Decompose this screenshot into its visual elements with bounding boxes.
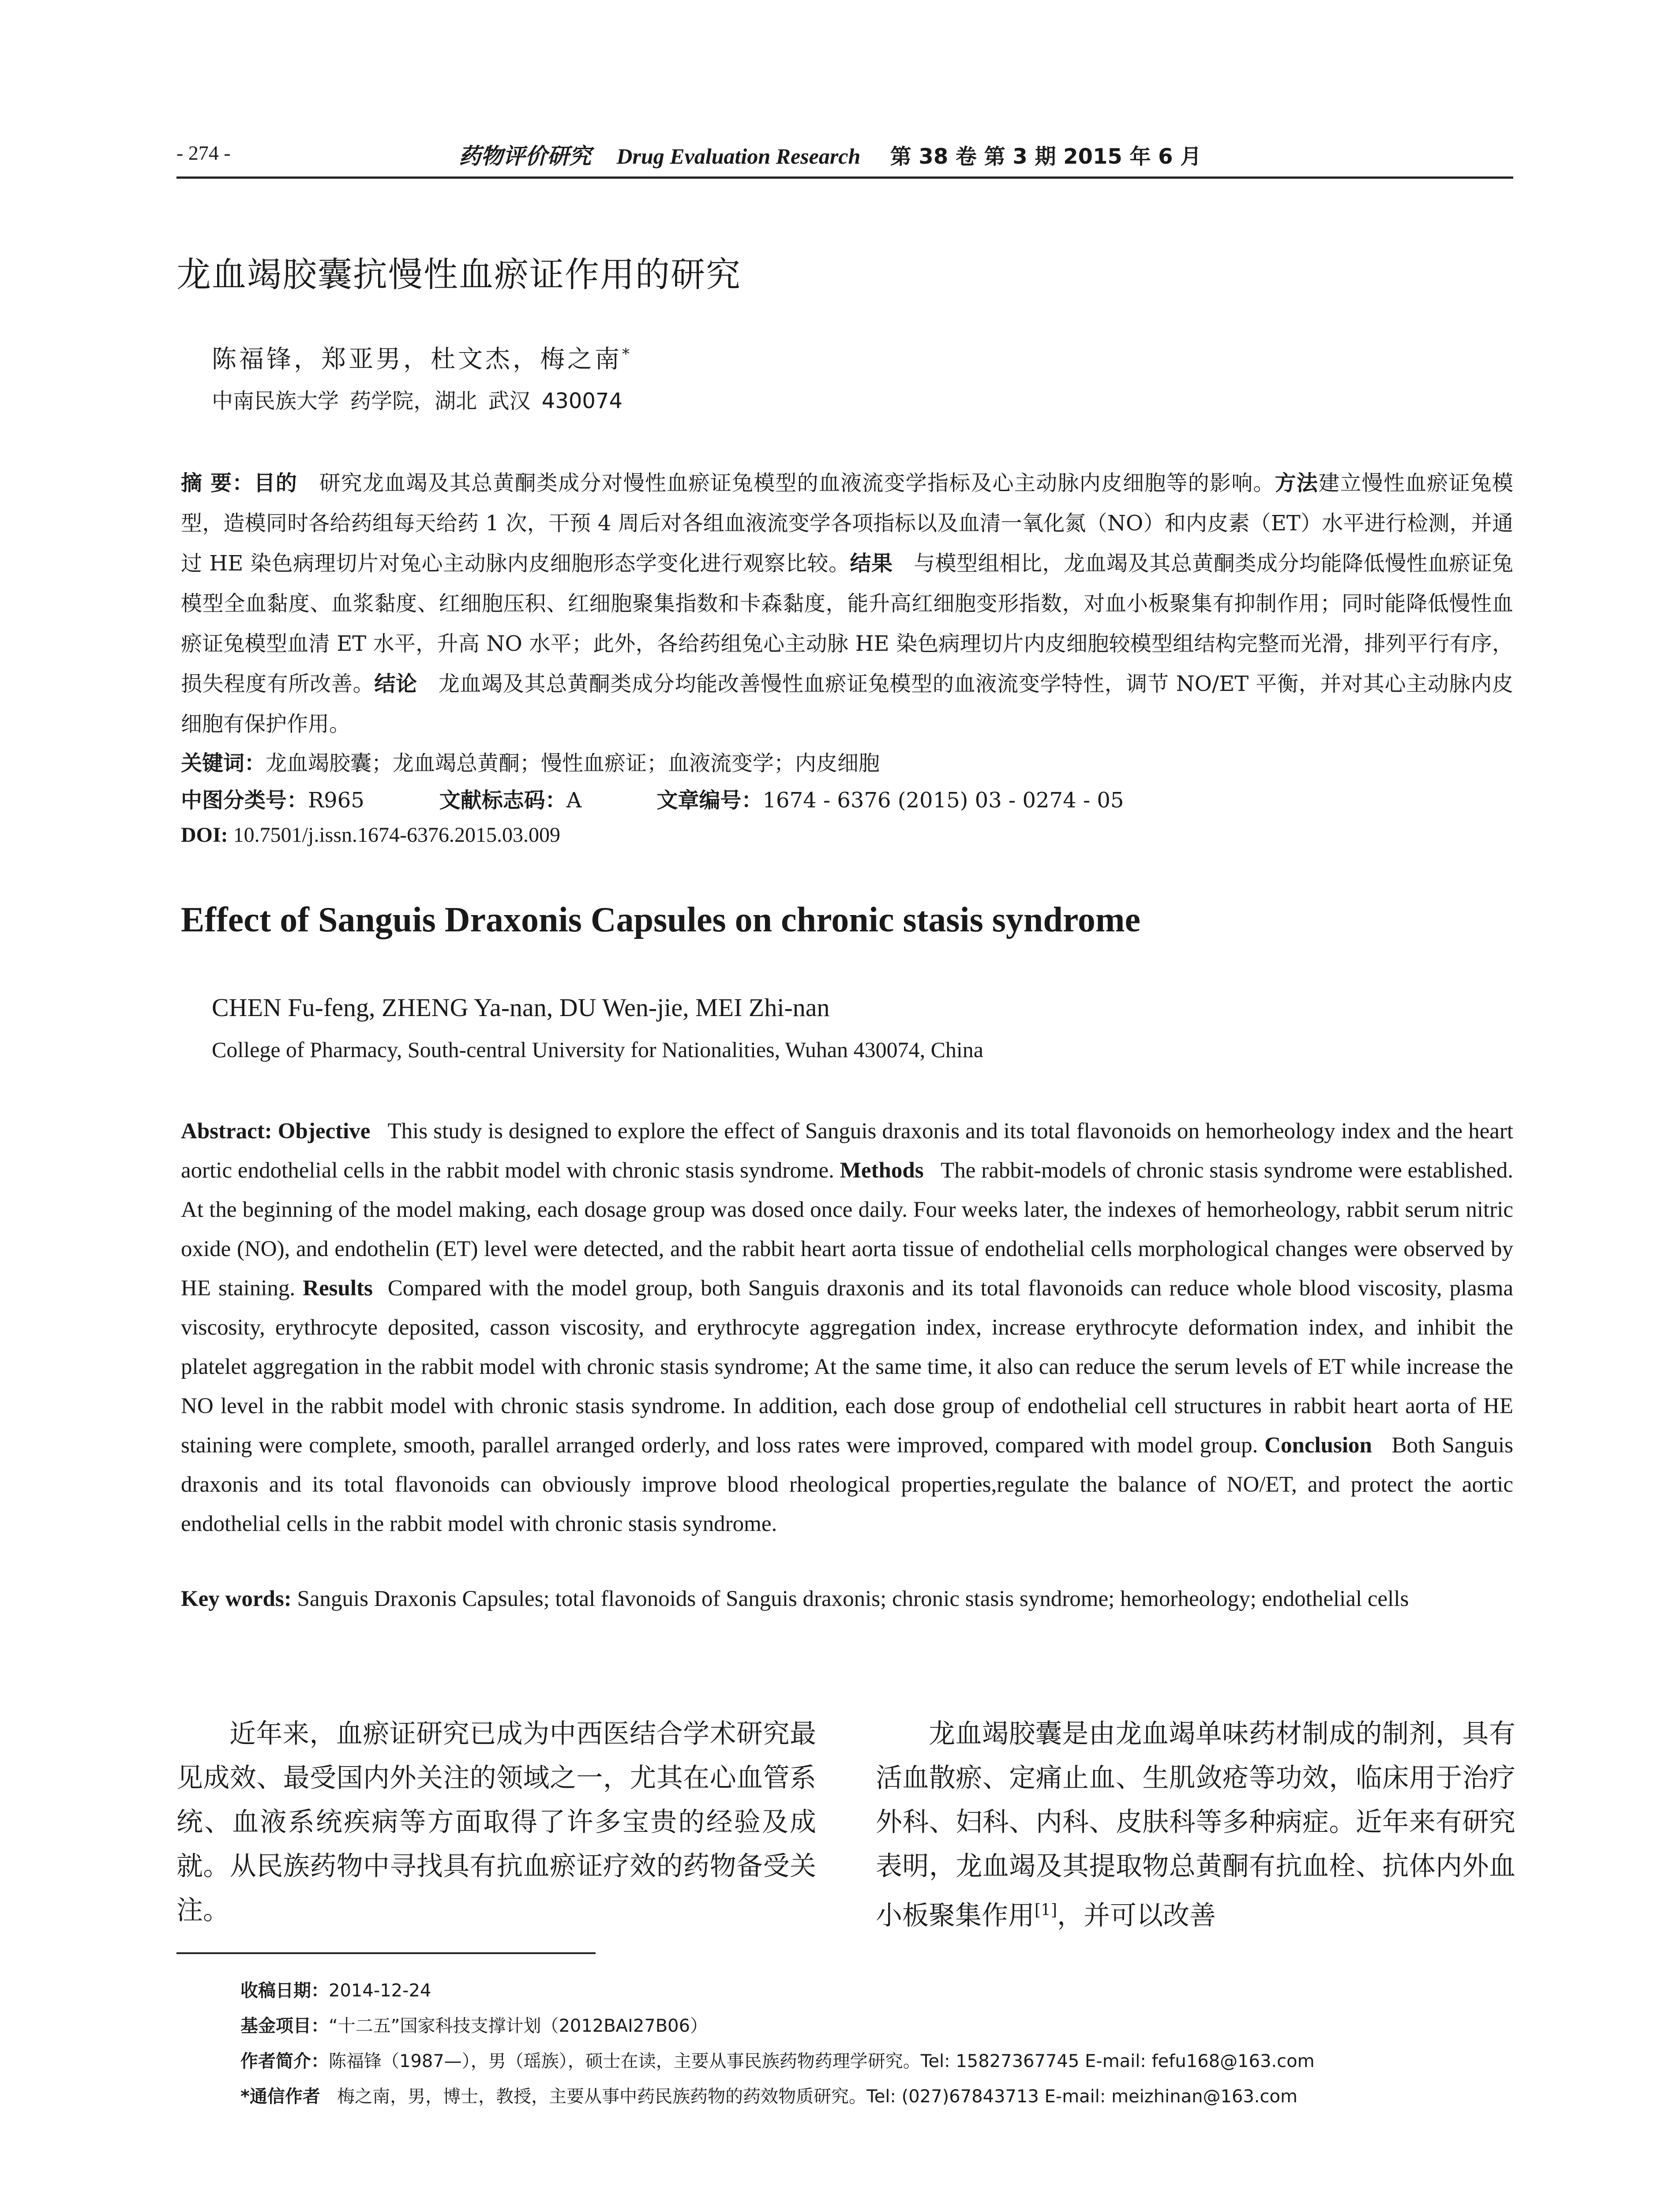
cn-author-names: 陈福锋，郑亚男，杜文杰，梅之南 [212, 345, 622, 374]
footnote-rule [176, 1952, 596, 1954]
issue-info: 第 38 卷 第 3 期 2015 年 6 月 [890, 144, 1202, 169]
en-title: Effect of Sanguis Draxonis Capsules on chronic stasis syndrome [181, 900, 1141, 939]
en-authors: CHEN Fu-feng, ZHENG Ya-nan, DU Wen-jie, MEI Zhi-nan [212, 993, 830, 1022]
doi [181, 823, 560, 847]
page-number: - 274 - [176, 142, 231, 164]
body-column-right [876, 1712, 1515, 1938]
en-results-label: Results [303, 1276, 373, 1301]
cn-keywords-text: 龙血竭胶囊；龙血竭总黄酮；慢性血瘀证；血液流变学；内皮细胞 [266, 751, 880, 776]
clc-label: 中图分类号： [181, 788, 308, 813]
footnote-author-label: 作者简介： [240, 2051, 329, 2071]
body-right-tail: ，并可以改善 [1057, 1900, 1216, 1931]
footnote-fund-value: “十二五”国家科技支撑计划（2012BAI27B06） [329, 2016, 708, 2036]
cn-keywords-label: 关键词： [181, 751, 266, 776]
cn-objective: 研究龙血竭及其总黄酮类成分对慢性血瘀证兔模型的血液流变学指标及心主动脉内皮细胞等的影响。 [319, 471, 1275, 495]
doi-label: DOI: [181, 823, 228, 847]
cn-authors [212, 340, 632, 375]
running-header [176, 132, 1513, 181]
cn-conclusion: 龙血竭及其总黄酮类成分均能改善慢性血瘀证兔模型的血液流变学特性，调节 NO/ET 平衡，并对其心主动脉内皮细胞有保护作用。 [181, 672, 1513, 736]
cn-objective-label: 目的 [254, 471, 298, 495]
article-number [656, 783, 1124, 814]
journal-logo-cn: 药物评价研究 [459, 143, 591, 169]
doc-code-value: A [566, 788, 582, 813]
footnote-author-value: 陈福锋（1987—），男（瑶族），硕士在读，主要从事民族药物药理学研究。Tel: 15827367745 E-mail: fefu168@163.com [329, 2051, 1315, 2071]
en-abstract-label: Abstract: Objective [181, 1119, 371, 1144]
citation-ref[interactable]: [1] [1035, 1901, 1057, 1919]
footnote-fund-label: 基金项目： [240, 2016, 329, 2036]
body-column-left: 近年来，血瘀证研究已成为中西医结合学术研究最见成效、最受国内外关注的领域之一，尤其在心血管系统、血液系统疾病等方面取得了许多宝贵的经验及成就。从民族药物中寻找具有抗血瘀证疗效的药物备受关注。 [176, 1718, 816, 1926]
en-keywords [181, 1579, 1513, 1619]
en-results: Compared with the model group, both Sanguis draxonis and its total flavonoids can reduce whole blood viscosity, plasma viscosity, erythrocyte deposited, casson viscosity, and erythrocyte aggregation index, increase erythrocyte deformation index, and inhibit the platelet aggregation in the rabbit model with chronic stasis syndrome; At the same time, it also can reduce the serum levels of ET while increase the NO level in the rabbit model with chronic stasis syndrome. In addition, each dose group of endothelial cell structures in rabbit heart aorta of HE staining were complete, smooth, parallel arranged orderly, and loss rates were improved, compared with model group. [181, 1276, 1513, 1458]
en-keywords-text: Sanguis Draxonis Capsules; total flavonoids of Sanguis draxonis; chronic stasis syndrome; hemorheology; endothelial cells [297, 1587, 1409, 1611]
body-right-text: 龙血竭胶囊是由龙血竭单味药材制成的制剂，具有活血散瘀、定痛止血、生肌敛疮等功效，临床用于治疗外科、妇科、内科、皮肤科等多种病症。近年来有研究表明，龙血竭及其提取物总黄酮有抗血栓、抗体内外血小板聚集作用 [876, 1718, 1515, 1931]
en-conclusion-label: Conclusion [1264, 1433, 1372, 1458]
cn-affiliation: 中南民族大学 药学院，湖北 武汉 430074 [212, 389, 623, 413]
en-keywords-label: Key words: [181, 1587, 292, 1611]
journal-name-en: Drug Evaluation Research [616, 144, 861, 169]
header-rule [176, 176, 1513, 179]
clc-number [181, 783, 364, 814]
cn-keywords [181, 743, 1513, 784]
footnote-received-value: 2014-12-24 [329, 1981, 431, 2001]
footnote-received [240, 1977, 431, 2002]
footnote-fund [240, 2012, 708, 2037]
doc-code-label: 文献标志码： [439, 788, 566, 813]
en-methods-label: Methods [840, 1158, 924, 1183]
cn-conclusion-label: 结论 [374, 672, 417, 696]
cn-title: 龙血竭胶囊抗慢性血瘀证作用的研究 [176, 255, 742, 295]
footnote-corresponding [240, 2082, 1298, 2108]
en-conclusion: Both Sanguis draxonis and its total flavonoids can obviously improve blood rheological properties,regulate the balance of NO/ET, and protect the aortic endothelial cells in the rabbit model with chronic stasis syndrome. [181, 1433, 1513, 1536]
footnote-received-label: 收稿日期： [240, 1981, 329, 2001]
en-objective: This study is designed to explore the effect of Sanguis draxonis and its total flavonoids on hemorheology index and the heart aortic endothelial cells in the rabbit model with chronic stasis syndrome. [181, 1119, 1514, 1183]
doc-code [439, 783, 582, 814]
footnote-author [240, 2047, 1315, 2072]
cn-methods: 建立慢性血瘀证兔模型，造模同时各给药组每天给药 1 次，干预 4 周后对各组血液流变学各项指标以及血清一氧化氮（NO）和内皮素（ET）水平进行检测，并通过 HE 染色病理切片对兔心主动脉内皮细胞形态学变化进行观察比较。 [181, 471, 1513, 576]
doi-value: 10.7501/j.issn.1674-6376.2015.03.009 [233, 823, 561, 847]
article-number-label: 文章编号： [656, 788, 763, 813]
article-number-value: 1674 - 6376 (2015) 03 - 0274 - 05 [762, 788, 1124, 813]
en-methods: The rabbit-models of chronic stasis syndrome were established. At the beginning of the model making, each dosage group was dosed once daily. Four weeks later, the indexes of hemorheology, rabbit serum nitric oxide (NO), and endothelin (ET) level were detected, and the rabbit heart aorta tissue of endothelial cells morphological changes were observed by HE staining. [181, 1158, 1514, 1301]
footnote-corresponding-label: *通信作者 [240, 2086, 320, 2107]
clc-value: R965 [308, 788, 364, 813]
cn-results: 与模型组相比，龙血竭及其总黄酮类成分均能降低慢性血瘀证兔模型全血黏度、血浆黏度、红细胞压积、红细胞聚集指数和卡森黏度，能升高红细胞变形指数，对血小板聚集有抑制作用；同时能降低慢性血瘀证兔模型血清 ET 水平，升高 NO 水平；此外，各给药组兔心主动脉 HE 染色病理切片内皮细胞较模型组结构完整而光滑，排列平行有序，损失程度有所改善。 [181, 551, 1513, 696]
cn-classification [181, 783, 1199, 814]
en-abstract [181, 1112, 1513, 1544]
footnote-corresponding-value: 梅之南，男，博士，教授，主要从事中药民族药物的药效物质研究。Tel: (027)67843713 E-mail: meizhinan@163.com [337, 2086, 1298, 2107]
corresponding-mark: * [622, 345, 632, 363]
cn-abstract-label: 摘 要： [181, 471, 254, 495]
cn-abstract [181, 463, 1513, 744]
en-affiliation: College of Pharmacy, South-central University for Nationalities, Wuhan 430074, China [212, 1037, 983, 1062]
cn-results-label: 结果 [850, 551, 893, 576]
cn-methods-label: 方法 [1275, 471, 1319, 495]
journal-line [459, 139, 1474, 170]
